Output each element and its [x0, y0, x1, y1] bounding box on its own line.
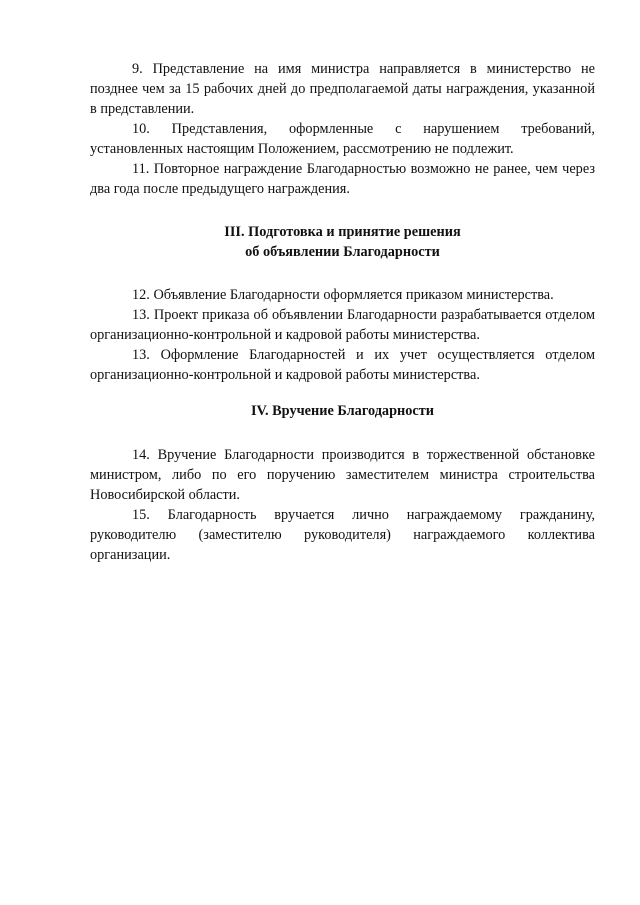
section-3-heading	[90, 222, 595, 262]
paragraph-11: 11. Повторное награждение Благодарностью возможно не ранее, чем через два года после предыдущего награждения.	[90, 161, 595, 197]
paragraph-12: 12. Объявление Благодарности оформляется приказом министерства.	[132, 287, 554, 303]
section-3-title-line-2: об объявлении Благодарности	[245, 244, 440, 260]
document-body	[90, 59, 595, 565]
paragraph-14: 14. Вручение Благодарности производится в торжественной обстановке министром, либо по его поручению заместителем министра строительства Новосибирской области.	[90, 447, 595, 503]
paragraph-10: 10. Представления, оформленные с нарушением требований, установленных настоящим Положением, рассмотрению не подлежит.	[90, 121, 595, 157]
paragraph-9: 9. Представление на имя министра направляется в министерство не позднее чем за 15 рабочих дней до предполагаемой даты награждения, указанной в представлении.	[90, 61, 595, 117]
section-4-heading: IV. Вручение Благодарности	[250, 403, 435, 419]
paragraph-13a: 13. Проект приказа об объявлении Благодарности разрабатывается отделом организационно-контрольной и кадровой работы министерства.	[90, 307, 595, 343]
paragraph-13b: 13. Оформление Благодарностей и их учет осуществляется отделом организационно-контрольной и кадровой работы министерства.	[90, 347, 595, 383]
paragraph-15: 15. Благодарность вручается лично награждаемому гражданину, руководителю (заместителю руководителя) награждаемого коллектива организации.	[90, 507, 595, 563]
section-3-title-line-1: III. Подготовка и принятие решения	[224, 224, 461, 240]
